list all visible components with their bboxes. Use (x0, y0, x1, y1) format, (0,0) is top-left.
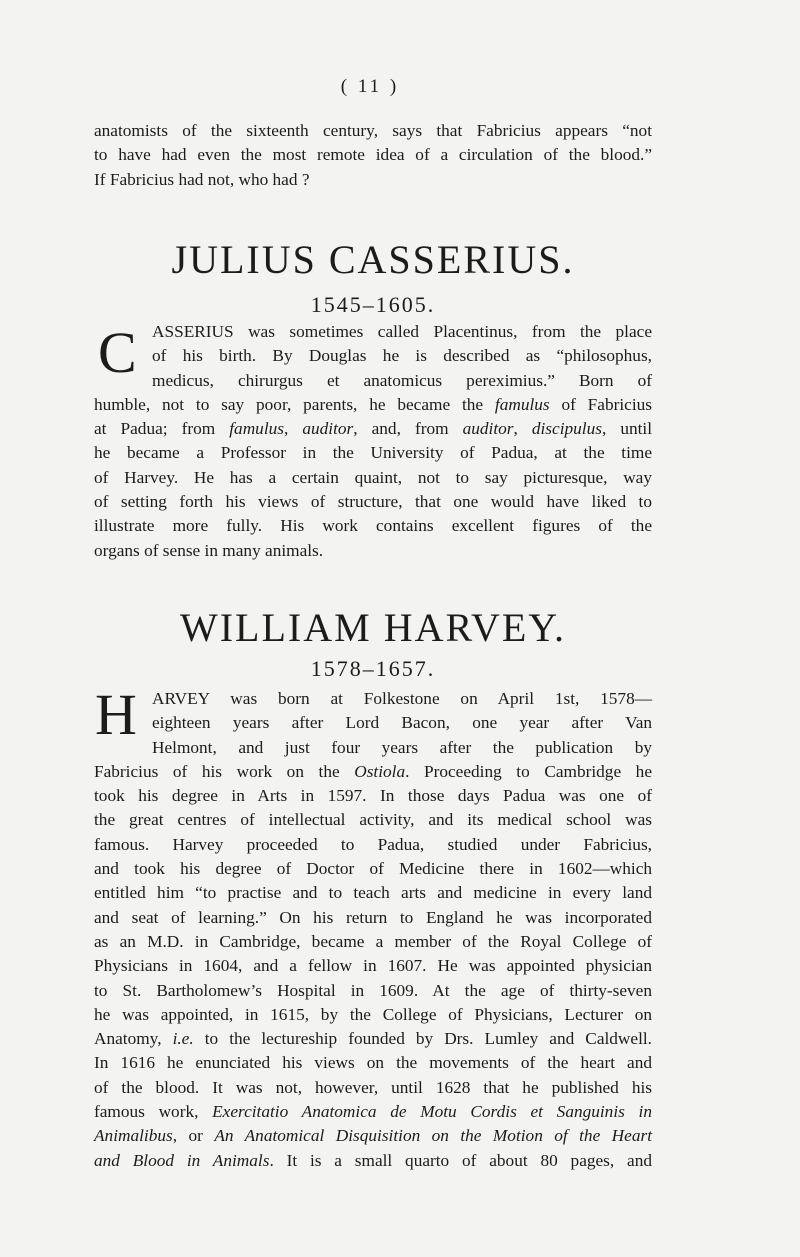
text-line: Anatomy, i.e. to the lectureship founded by Drs. Lumley and Caldwell. (94, 1029, 652, 1049)
page-number: ( 11 ) (340, 76, 400, 97)
text-line: he was appointed, in 1615, by the College of Physicians, Lecturer on (94, 1004, 652, 1024)
section-heading-harvey: WILLIAM HARVEY. (179, 605, 566, 650)
text-line: organs of sense in many animals. (94, 540, 324, 560)
text-line: medicus, chirurgus et anatomicus pereximius.” Born of (152, 370, 652, 390)
section-dates-casserius: 1545–1605. (310, 292, 436, 317)
text-line: Fabricius of his work on the Ostiola. Proceeding to Cambridge he (94, 761, 652, 781)
text-line: famous work, Exercitatio Anatomica de Motu Cordis et Sanguinis in (94, 1102, 652, 1122)
section-heading-casserius: JULIUS CASSERIUS. (171, 237, 575, 282)
text-line: and Blood in Animals. It is a small quarto of about 80 pages, and (94, 1150, 652, 1170)
text-line: humble, not to say poor, parents, he became the famulus of Fabricius (94, 394, 652, 414)
text-line: illustrate more fully. His work contains excellent figures of the (94, 516, 652, 536)
section-dates-harvey: 1578–1657. (310, 656, 436, 681)
drop-cap-h: H (95, 682, 137, 747)
text-line: anatomists of the sixteenth century, says that Fabricius appears “not (94, 121, 652, 140)
text-line: of Harvey. He has a certain quaint, not to say picturesque, way (94, 467, 652, 487)
casserius-paragraph (94, 320, 652, 563)
text-line: ASSERIUS was sometimes called Placentinus, from the place (152, 322, 652, 341)
text-line: ARVEY was born at Folkestone on April 1st, 1578— (152, 689, 652, 708)
text-line: of the blood. It was not, however, until 1628 that he published his (94, 1077, 652, 1097)
text-line: to have had even the most remote idea of a circulation of the blood.” (94, 145, 652, 165)
text-line: to St. Bartholomew’s Hospital in 1609. At the age of thirty-seven (94, 980, 652, 1000)
text-line: entitled him “to practise and to teach arts and medicine in every land (94, 883, 652, 903)
text-line: as an M.D. in Cambridge, became a member of the Royal College of (94, 931, 652, 951)
text-line: at Padua; from famulus, auditor, and, from auditor, discipulus, until (94, 419, 653, 439)
text-line: Animalibus, or An Anatomical Disquisition on the Motion of the Heart (94, 1126, 652, 1146)
text-line: If Fabricius had not, who had ? (94, 169, 310, 189)
text-line: In 1616 he enunciated his views on the movements of the heart and (94, 1053, 652, 1073)
text-line: of his birth. By Douglas he is described as “philosophus, (152, 346, 652, 366)
text-line: and took his degree of Doctor of Medicine there in 1602—which (94, 859, 652, 879)
text-line: Physicians in 1604, and a fellow in 1607. He was appointed physician (94, 956, 652, 976)
harvey-paragraph (94, 682, 652, 1173)
drop-cap-c: C (98, 320, 137, 385)
text-line: he became a Professor in the University of Padua, at the time (94, 443, 652, 463)
text-line: famous. Harvey proceeded to Padua, studied under Fabricius, (94, 834, 652, 854)
text-line: of setting forth his views of structure, that one would have liked to (94, 492, 652, 512)
text-line: eighteen years after Lord Bacon, one year after Van (152, 713, 652, 733)
intro-paragraph (94, 119, 652, 192)
text-line: and seat of learning.” On his return to England he was incorporated (94, 907, 652, 927)
text-line: Helmont, and just four years after the publication by (152, 737, 652, 757)
text-line: the great centres of intellectual activity, and its medical school was (94, 810, 652, 830)
text-line: took his degree in Arts in 1597. In those days Padua was one of (94, 786, 652, 806)
